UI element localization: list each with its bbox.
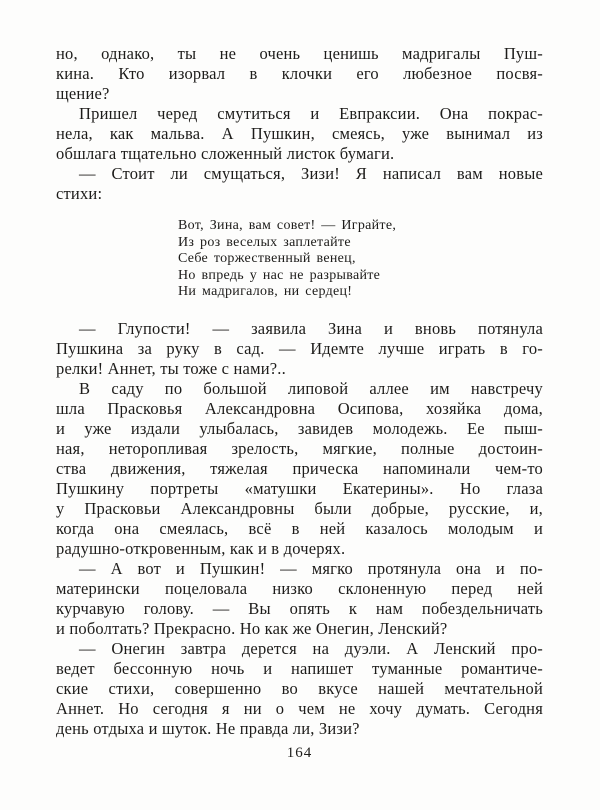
text-line: когда она смеялась, всё в ней казалось молодым и (56, 518, 543, 538)
text-line: и уже издали улыбалась, завидев молодежь. Ее пыш- (56, 418, 543, 438)
text-line: — Онегин завтра дерется на дуэли. А Ленский про- (79, 638, 543, 658)
text-line: но, однако, ты не очень ценишь мадригалы Пуш- (56, 44, 543, 63)
paragraph (56, 319, 543, 379)
text-line: щение? (56, 84, 110, 103)
verse-line: Ни мадригалов, ни сердец! (178, 284, 353, 299)
text-line: ведет бессонную ночь и напишет туманные романтиче- (56, 658, 543, 678)
text-line: ские стихи, совершенно во вкусе нашей мечтательной (56, 678, 543, 698)
text-line: Пришел черед смутиться и Евпраксии. Она покрас- (79, 104, 543, 123)
text-line: кина. Кто изорвал в клочки его любезное посвя- (56, 64, 543, 83)
paragraph (56, 104, 543, 164)
text-line: и поболтать? Прекрасно. Но как же Онегин, Ленский? (56, 618, 448, 638)
text-line: Пушкина за руку в сад. — Идемте лучше играть в го- (56, 338, 543, 358)
verse-line: Вот, Зина, вам совет! — Играйте, (178, 218, 397, 233)
text-line: — Глупости! — заявила Зина и вновь потянула (79, 318, 543, 338)
text-line: у Прасковьи Александровны были добрые, русские, и, (56, 498, 543, 518)
text-line: В саду по большой липовой аллее им навстречу (79, 378, 543, 398)
verse-line: Себе торжественный венец, (178, 251, 356, 266)
verse-line: Из роз веселых заплетайте (178, 234, 351, 250)
text-line: ства движения, тяжелая прическа напоминали чем-то (56, 458, 543, 478)
paragraph (56, 639, 543, 739)
text-line: Пушкину портреты «матушки Екатерины». Но глаза (56, 478, 543, 498)
page-number: 164 (286, 744, 313, 761)
paragraph (56, 559, 543, 639)
text-line: курчавую голову. — Вы опять к нам побездельничать (56, 598, 543, 618)
text-line: шла Прасковья Александровна Осипова, хозяйка дома, (56, 398, 543, 418)
text-line: — Стоит ли смущаться, Зизи! Я написал вам новые (79, 164, 543, 183)
verse-line: Но впредь у нас не разрывайте (178, 267, 381, 283)
text-line: — А вот и Пушкин! — мягко протянула она и по- (79, 558, 543, 578)
text-line: радушно-откровенным, как и в дочерях. (56, 538, 346, 558)
text-line: стихи: (56, 184, 103, 203)
text-line: Аннет. Но сегодня я ни о чем не хочу думать. Сегодня (56, 698, 543, 718)
paragraph (56, 379, 543, 559)
text-line: нела, как мальва. А Пушкин, смеясь, уже вынимал из (56, 124, 543, 143)
text-line: релки! Аннет, ты тоже с нами?.. (56, 358, 286, 378)
paragraph (56, 44, 543, 104)
text-line: ная, неторопливая зрелость, мягкие, полные достоин- (56, 438, 543, 458)
text-line: день отдыха и шуток. Не правда ли, Зизи? (56, 718, 360, 738)
text-area (56, 44, 543, 739)
verse-block (178, 218, 543, 301)
text-line: обшлага тщательно сложенный листок бумаги. (56, 144, 395, 163)
paragraph (56, 164, 543, 204)
text-line: матерински поцеловала низко склоненную перед ней (56, 578, 543, 598)
